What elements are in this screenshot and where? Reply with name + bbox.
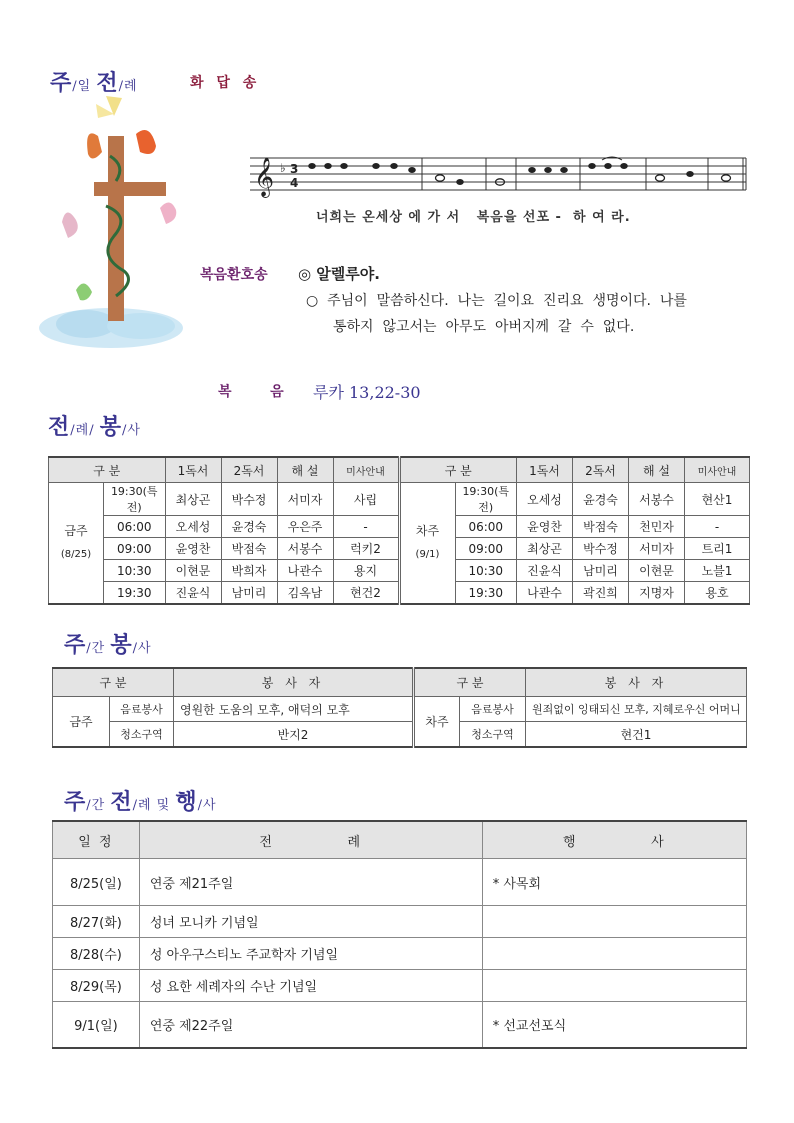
col-header-commentary-2: 해 설 [629,457,685,483]
table-row: 06:00 오세성 윤경숙 우은주 - 06:00 윤영찬 박점숙 천민자 - [49,516,750,538]
gospel-acclamation-label: 복음환호송 [200,267,268,283]
music-staff [250,152,750,198]
table-row: 청소구역 반지2 청소구역 현건1 [53,722,747,748]
responsorial-psalm-label: 화 답 송 [190,75,261,91]
weekly-events-table [52,820,747,1049]
table-row: 금주 (8/25) 19:30(특전) 최상곤 박수정 서미자 사립 차주 (9/1) 19:30(특전) 오세성 윤경숙 서봉수 현산1 [49,483,750,516]
table-row: 8/28(수) 성 아우구스티노 주교학자 기념일 [53,938,747,970]
table-row: 09:00 윤영찬 박점숙 서봉수 럭키2 09:00 최상곤 박수정 서미자 트리1 [49,538,750,560]
table-row: 19:30 진윤식 남미리 김옥남 현건2 19:30 나관수 곽진희 지명자 용호 [49,582,750,605]
col-header-reading2-2: 2독서 [573,457,629,483]
weekly-service-title: 주/간 봉/사 [64,632,152,658]
svg-text:4: 4 [290,176,299,190]
liturgy-service-table [48,456,750,605]
liturgy-title: 주/일 전/례 [50,70,138,96]
table-row: 10:30 이현문 박희자 나관수 용지 10:30 진윤식 남미리 이현문 노블1 [49,560,750,582]
liturgy-service-title: 전/례/ 봉/사 [48,414,141,440]
col-header-guide-2: 미사안내 [685,457,750,483]
table-row: 9/1(일) 연중 제22주일 * 선교선포식 [53,1002,747,1048]
table-row: 8/27(화) 성녀 모니카 기념일 [53,906,747,938]
table-header-row: 구 분 봉 사 자 구 분 봉 사 자 [53,668,747,697]
col-header-reading2: 2독서 [221,457,277,483]
table-row: 8/29(목) 성 요한 세례자의 수난 기념일 [53,970,747,1002]
svg-text:𝄞: 𝄞 [254,157,275,197]
svg-text:♭: ♭ [280,161,286,175]
weekly-service-table [52,667,747,748]
col-header-reading1-2: 1독서 [517,457,573,483]
table-header-row [49,457,750,483]
this-week-cell: 금주 (8/25) [49,483,104,605]
col-header-commentary: 해 설 [277,457,333,483]
col-header-reading1: 1독서 [165,457,221,483]
col-header-guide: 미사안내 [333,457,399,483]
music-lyrics: 너희는 온세상 에 가 서 복음을 선포 - 하 여 라. [316,210,631,225]
cross-illustration [36,96,186,348]
acclamation-verse-1: ○ 주님이 말씀하신다. 나는 길이요 진리요 생명이다. 나를 [306,293,687,309]
col-header-category: 구 분 [49,457,166,483]
table-header-row: 일 정 전 례 행 사 [53,821,747,859]
table-row: 8/25(일) 연중 제21주일 * 사목회 [53,859,747,906]
alleluia-text: ◎ 알렐루야. [298,265,380,283]
col-header-category-2: 구 분 [399,457,517,483]
weekly-events-title: 주/간 전/례 및 행/사 [64,789,217,815]
svg-text:3: 3 [290,162,299,176]
gospel-reference: 루카 13,22-30 [313,383,421,402]
next-week-cell: 차주 (9/1) [399,483,455,605]
gospel-label: 복 음 [218,384,290,400]
table-row: 금주 음료봉사 영원한 도움의 모후, 애덕의 모후 차주 음료봉사 원죄없이 잉태되신 모후, 지혜로우신 어머니 [53,697,747,722]
acclamation-verse-2: 통하지 않고서는 아무도 아버지께 갈 수 없다. [333,319,635,335]
